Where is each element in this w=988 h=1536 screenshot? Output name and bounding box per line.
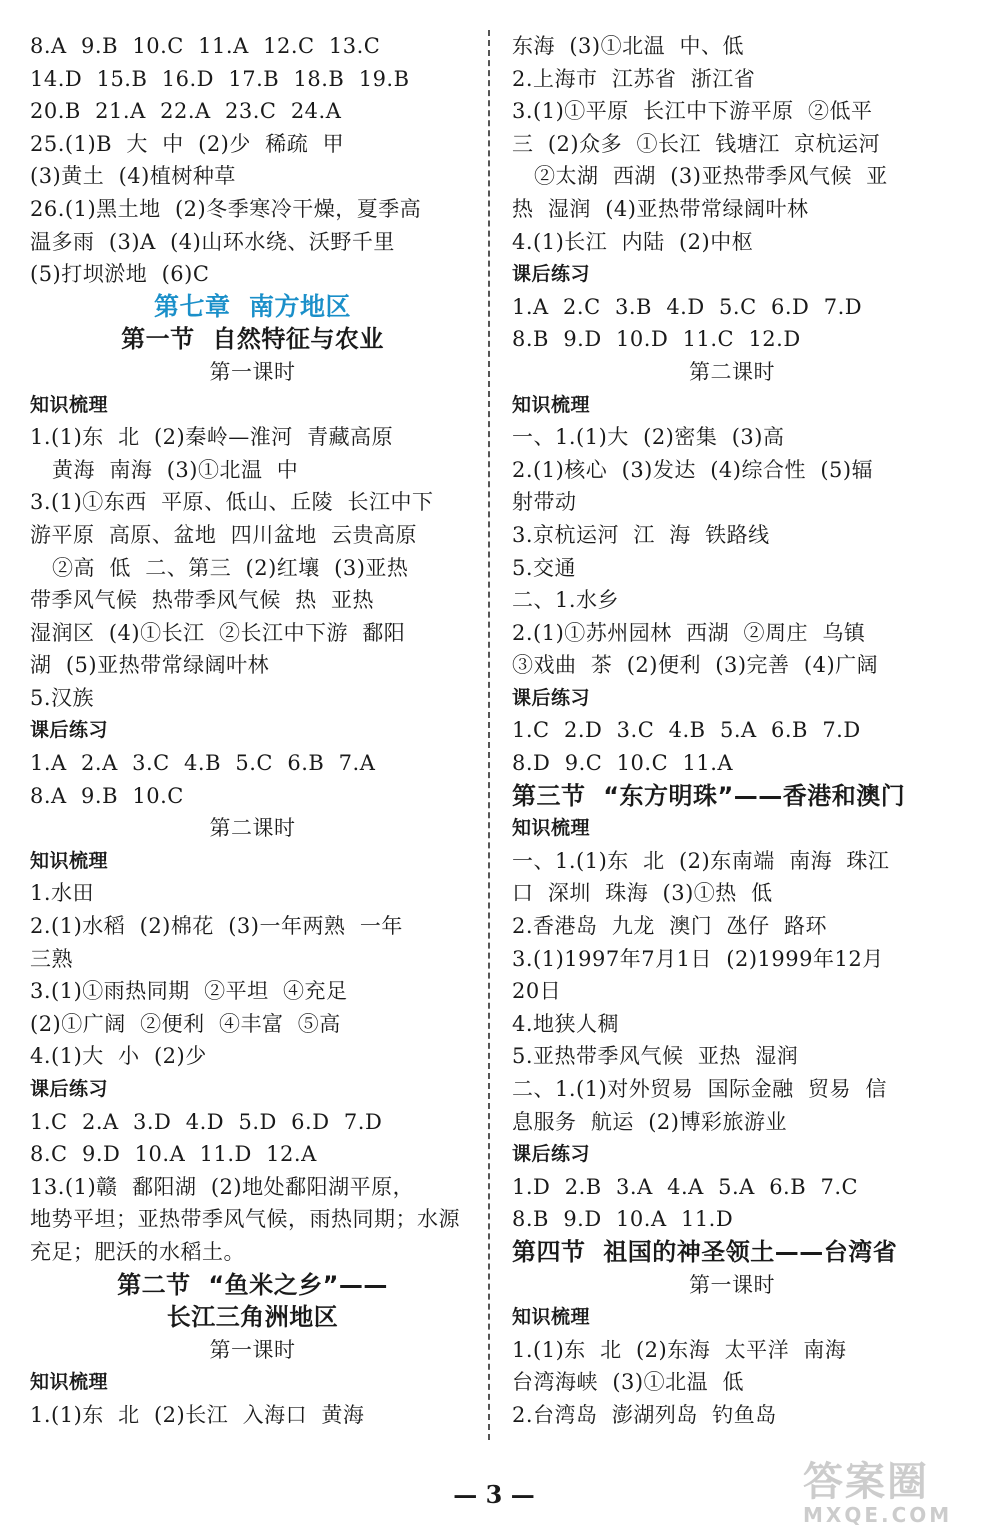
subsection-heading: 课后练习 (512, 263, 591, 286)
lesson-title: 第二课时 (689, 359, 775, 384)
answer-line: 1.C 2.A 3.D 4.D 5.D 6.D 7.D (30, 1109, 383, 1134)
answer-line: 4.(1)长江 内陆 (2)中枢 (512, 229, 754, 254)
section-title: 第三节 “东方明珠”——香港和澳门 (512, 781, 906, 810)
answer-line: 2.香港岛 九龙 澳门 氹仔 路环 (512, 914, 827, 939)
answer-line: 一、1.(1)大 (2)密集 (3)高 (512, 425, 785, 450)
watermark-logo (803, 1460, 978, 1530)
answer-line: 3.京杭运河 江 海 铁路线 (512, 522, 770, 547)
lesson-title: 第一课时 (209, 1337, 296, 1362)
answer-line: 2.台湾岛 澎湖列岛 钓鱼岛 (512, 1402, 777, 1427)
answer-line: 3.(1)①东西 平原、低山、丘陵 长江中下 (30, 490, 434, 515)
answer-line: 2.(1)①苏州园林 西湖 ②周庄 乌镇 (512, 620, 866, 645)
section-title: 第二节 “鱼米之乡”—— (117, 1270, 388, 1299)
answer-line: 26.(1)黑土地 (2)冬季寒冷干燥，夏季高 (30, 196, 422, 221)
answer-line: 8.C 9.D 10.A 11.D 12.A (30, 1142, 317, 1167)
section-title: 第四节 祖国的神圣领土——台湾省 (512, 1237, 898, 1266)
subsection-heading: 课后练习 (30, 719, 109, 742)
answer-line: 1.水田 (30, 881, 95, 906)
subsection-heading: 知识梳理 (30, 1371, 109, 1394)
subsection-heading: 知识梳理 (30, 393, 109, 416)
answer-line: ③戏曲 茶 (2)便利 (3)完善 (4)广阔 (512, 653, 879, 678)
column-divider (488, 30, 490, 1440)
lesson-title: 第一课时 (209, 359, 296, 384)
answer-line: 射带动 (512, 490, 577, 515)
answer-line: 1.A 2.A 3.C 4.B 5.C 6.B 7.A (30, 751, 376, 776)
answer-line: 1.D 2.B 3.A 4.A 5.A 6.B 7.C (512, 1174, 859, 1199)
answer-line: 三熟 (30, 946, 73, 971)
answer-line: 1.(1)东 北 (2)秦岭—淮河 青藏高原 (30, 425, 394, 450)
watermark-text: 答案圈 (803, 1459, 929, 1505)
answer-line: 1.A 2.C 3.B 4.D 5.C 6.D 7.D (512, 294, 863, 319)
section-title: 长江三角洲地区 (166, 1303, 339, 1332)
answer-line: 14.D 15.B 16.D 17.B 18.B 19.B (30, 66, 410, 91)
answer-line: 13.(1)赣 鄱阳湖 (2)地处鄱阳湖平原， (30, 1174, 415, 1199)
answer-line: 4.(1)大 小 (2)少 (30, 1044, 207, 1069)
answer-line: 二、1.水乡 (512, 588, 620, 613)
answer-line: 黄海 南海 (3)①北温 中 (52, 457, 299, 482)
answer-line: 2.(1)水稻 (2)棉花 (3)一年两熟 一年 (30, 914, 403, 939)
lesson-title: 第二课时 (209, 816, 296, 841)
answer-line: 温多雨 (3)A (4)山环水绕、沃野千里 (30, 229, 395, 254)
subsection-heading: 课后练习 (30, 1078, 109, 1100)
answer-line: 口 深圳 珠海 (3)①热 低 (512, 881, 773, 906)
right-column (512, 30, 952, 1432)
answer-line: 4.地狭人稠 (512, 1011, 620, 1036)
answer-line: 带季风气候 热带季风气候 热 亚热 (30, 588, 375, 613)
answer-line: 1.(1)东 北 (2)长江 入海口 黄海 (30, 1402, 365, 1427)
subsection-heading: 课后练习 (512, 1143, 591, 1166)
subsection-heading: 知识梳理 (30, 849, 109, 872)
answer-line: (5)打坝淤地 (6)C (30, 262, 210, 287)
answer-line: 湿润区 (4)①长江 ②长江中下游 鄱阳 (30, 620, 406, 645)
answer-line: 5.亚热带季风气候 亚热 湿润 (512, 1044, 799, 1069)
answer-line: 8.D 9.C 10.C 11.A (512, 751, 734, 776)
answer-line: 8.A 9.B 10.C (30, 783, 184, 808)
page-number: — 3 — (453, 1480, 535, 1509)
answer-line: (3)黄土 (4)植树种草 (30, 164, 236, 189)
left-column (30, 30, 475, 1432)
answer-line: 8.B 9.D 10.D 11.C 12.D (512, 327, 801, 352)
chapter-title: 第七章 南方地区 (154, 291, 351, 321)
answer-line: 热 湿润 (4)亚热带常绿阔叶林 (512, 196, 809, 221)
lesson-title: 第一课时 (689, 1272, 775, 1297)
subsection-heading: 知识梳理 (512, 393, 591, 416)
answer-line: 地势平坦；亚热带季风气候，雨热同期；水源 (30, 1207, 460, 1232)
answer-line: 8.A 9.B 10.C 11.A 12.C 13.C (30, 34, 381, 58)
answer-line: 1.(1)东 北 (2)东海 太平洋 南海 (512, 1337, 847, 1362)
answer-line: 一、1.(1)东 北 (2)东南端 南海 珠江 (512, 848, 890, 873)
answer-line: 25.(1)B 大 中 (2)少 稀疏 甲 (30, 131, 345, 156)
answer-line: 二、1.(1)对外贸易 国际金融 贸易 信 (512, 1077, 887, 1101)
answer-line: 20日 (512, 979, 562, 1004)
subsection-heading: 课后练习 (512, 686, 591, 709)
subsection-heading: 知识梳理 (512, 817, 591, 840)
answer-line: 20.B 21.A 22.A 23.C 24.A (30, 99, 342, 124)
answer-line: 游平原 高原、盆地 四川盆地 云贵高原 (30, 522, 418, 547)
answer-line: 3.(1)1997年7月1日 (2)1999年12月 (512, 946, 884, 971)
section-title: 第一节 自然特征与农业 (121, 325, 384, 354)
answer-line: 3.(1)①平原 长江中下游平原 ②低平 (512, 99, 873, 124)
answer-line: 台湾海峡 (3)①北温 低 (512, 1370, 744, 1395)
answer-line: 东海 (3)①北温 中、低 (512, 34, 744, 58)
answer-line: 三 (2)众多 ①长江 钱塘江 京杭运河 (512, 131, 881, 156)
answer-line: 充足；肥沃的水稻土。 (30, 1239, 245, 1264)
answer-line: ②高 低 二、第三 (2)红壤 (3)亚热 (52, 555, 409, 580)
subsection-heading: 知识梳理 (512, 1306, 591, 1329)
answer-line: ②太湖 西湖 (3)亚热带季风气候 亚 (534, 164, 888, 189)
answer-line: 3.(1)①雨热同期 ②平坦 ④充足 (30, 979, 348, 1004)
answer-line: 湖 (5)亚热带常绿阔叶林 (30, 653, 270, 678)
answer-line: 5.交通 (512, 555, 577, 580)
answer-line: 5.汉族 (30, 685, 95, 710)
answer-line: (2)①广阔 ②便利 ④丰富 ⑤高 (30, 1011, 341, 1036)
answer-line: 8.B 9.D 10.A 11.D (512, 1207, 734, 1232)
watermark-domain: MXQE.COM (803, 1503, 953, 1527)
answer-line: 1.C 2.D 3.C 4.B 5.A 6.B 7.D (512, 718, 861, 743)
answer-line: 2.上海市 江苏省 浙江省 (512, 66, 756, 91)
answer-line: 息服务 航运 (2)博彩旅游业 (512, 1109, 787, 1134)
answer-line: 2.(1)核心 (3)发达 (4)综合性 (5)辐 (512, 457, 874, 482)
